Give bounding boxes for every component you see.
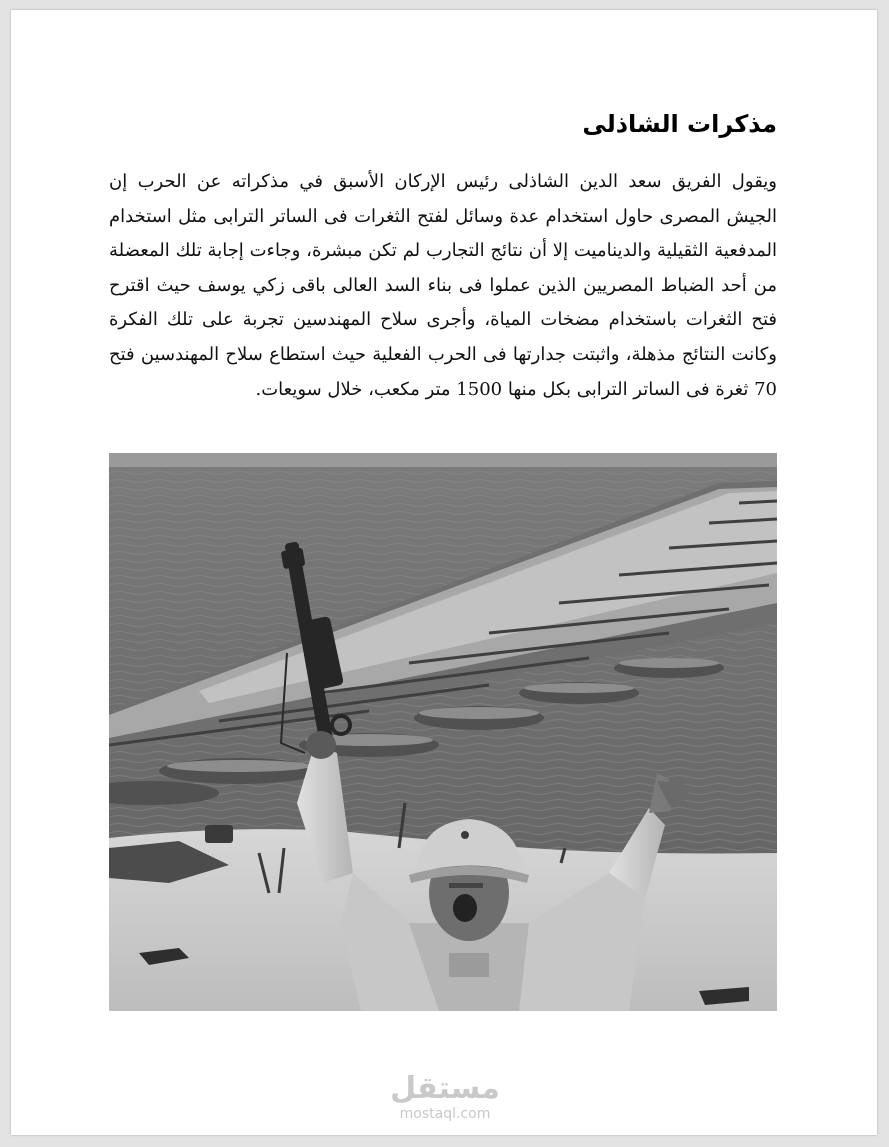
historical-photo [109, 453, 777, 1011]
body-paragraph: ويقول الفريق سعد الدين الشاذلى رئيس الإركان الأسبق في مذكراته عن الحرب إن الجيش المصرى حاول استخدام عدة وسائل لفتح الثغرات فى الساتر الترابى مثل استخدام المدفعية الثقيلية والديناميت إلا أن نتائج التجارب لم تكن مبشرة، وجاءت إجابة تلك المعضلة من أحد الضباط المصريين الذين عملوا فى بناء السد العالى باقى زكي يوسف حيث اقترح فتح الثغرات باستخدام مضخات المياة، وأجرى سلاح المهندسين تجربة على تلك الفكرة وكانت النتائج مذهلة، واثبتت جدارتها فى الحرب الفعلية حيث استطاع سلاح المهندسين فتح 70 ثغرة فى الساتر الترابى بكل منها 1500 متر مكعب، خلال سويعات. [109, 171, 777, 400]
watermark-url: mostaql.com [399, 1106, 491, 1122]
mostaql-logo: مستقل [390, 1071, 500, 1106]
watermark [385, 1072, 505, 1122]
document-page [11, 10, 877, 1135]
soldier-bridge-photo [109, 453, 777, 1011]
page-title: مذكرات الشاذلى [582, 110, 777, 138]
